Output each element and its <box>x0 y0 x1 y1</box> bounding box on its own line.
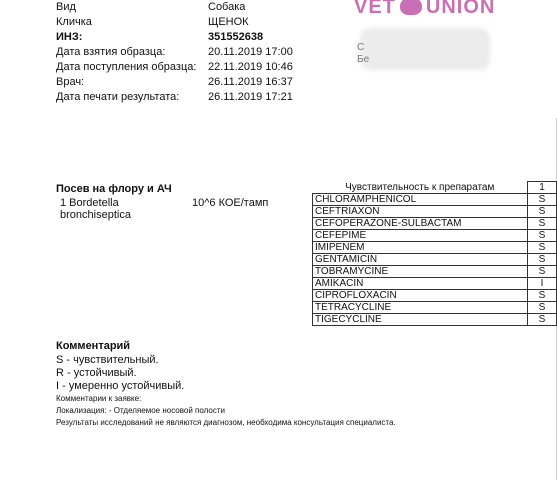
table-row <box>313 314 557 326</box>
sample-info-row <box>56 75 308 90</box>
sample-info-row <box>56 60 308 75</box>
table-row <box>313 194 557 206</box>
field-label: ИНЗ: <box>56 31 83 43</box>
field-value: 26.11.2019 17:21 <box>208 91 293 103</box>
redacted-address <box>360 28 490 70</box>
field-label: Дата взятия образца: <box>56 46 166 58</box>
culture-title: Посев на флору и АЧ <box>56 183 172 195</box>
address-fragment: Бе <box>357 54 370 65</box>
legend-item: I - умеренно устойчивый. <box>56 380 185 392</box>
cfu-count <box>192 197 268 221</box>
table-row <box>313 302 557 314</box>
clinic-logo <box>354 0 495 19</box>
drug-name: TETRACYCLINE <box>313 302 528 314</box>
address-fragment: C <box>357 42 365 53</box>
sample-info <box>56 0 308 105</box>
sensitivity-result: S <box>528 242 557 254</box>
sensitivity-result: S <box>528 218 557 230</box>
field-value: 351552638 <box>208 31 264 43</box>
table-row <box>313 254 557 266</box>
field-label: Дата печати результата: <box>56 91 180 103</box>
sensitivity-result: S <box>528 302 557 314</box>
cfu-base: 10^6 <box>192 197 216 209</box>
sensitivity-header-row <box>313 182 557 194</box>
field-value: 22.11.2019 10:46 <box>208 61 293 73</box>
drug-name: AMIKACIN <box>313 278 528 290</box>
sample-info-row <box>56 15 308 30</box>
drug-name: CEFOPERAZONE-SULBACTAM <box>313 218 528 230</box>
field-label: Дата поступления образца: <box>56 61 197 73</box>
sample-info-row <box>56 45 308 60</box>
sensitivity-result: S <box>528 206 557 218</box>
sample-info-row <box>56 90 308 105</box>
table-row <box>313 206 557 218</box>
field-value: Собака <box>208 1 246 13</box>
sensitivity-column-header: 1 <box>528 182 557 194</box>
drug-name: IMIPENEM <box>313 242 528 254</box>
field-value: 26.11.2019 16:37 <box>208 76 293 88</box>
sensitivity-result: I <box>528 278 557 290</box>
drug-name: GENTAMICIN <box>313 254 528 266</box>
field-value: 20.11.2019 17:00 <box>208 46 293 58</box>
logo-text-left: VET <box>354 0 396 18</box>
sensitivity-result: S <box>528 290 557 302</box>
field-label: Вид <box>56 1 76 13</box>
sensitivity-result: S <box>528 254 557 266</box>
sensitivity-table <box>312 181 557 326</box>
cfu-unit: КОЕ/тамп <box>218 197 269 209</box>
table-row <box>313 290 557 302</box>
sensitivity-result: S <box>528 266 557 278</box>
culture-result <box>60 197 268 221</box>
table-row <box>313 266 557 278</box>
note-line: Комментарии к заявке: <box>56 394 142 403</box>
legend-item: S - чувствительный. <box>56 354 159 366</box>
logo-text-right: UNION <box>425 0 496 18</box>
sample-info-row <box>56 0 308 15</box>
paw-icon <box>400 0 422 15</box>
note-line: Локализация: - Отделяемое носовой полости <box>56 406 225 415</box>
organism-name: 1 Bordetella bronchiseptica <box>60 197 131 221</box>
drug-name: CHLORAMPHENICOL <box>313 194 528 206</box>
sensitivity-header: Чувствительность к препаратам <box>313 182 528 194</box>
drug-name: CIPROFLOXACIN <box>313 290 528 302</box>
note-line: Результаты исследований не являются диагнозом, необходима консультация специалиста. <box>56 418 396 427</box>
field-value: ЩЕНОК <box>208 16 249 28</box>
sample-info-row <box>56 30 308 45</box>
drug-name: TIGECYCLINE <box>313 314 528 326</box>
sensitivity-result: S <box>528 194 557 206</box>
sensitivity-result: S <box>528 314 557 326</box>
drug-name: CEFEPIME <box>313 230 528 242</box>
field-label: Врач: <box>56 76 85 88</box>
field-label: Кличка <box>56 16 92 28</box>
table-row <box>313 218 557 230</box>
comments-title: Комментарий <box>56 340 131 352</box>
report-notes <box>56 393 396 429</box>
table-row <box>313 230 557 242</box>
table-row <box>313 242 557 254</box>
sensitivity-result: S <box>528 230 557 242</box>
sensitivity-legend <box>56 354 184 393</box>
legend-item: R - устойчивый. <box>56 367 137 379</box>
drug-name: TOBRAMYCINE <box>313 266 528 278</box>
table-row <box>313 278 557 290</box>
drug-name: CEFTRIAXON <box>313 206 528 218</box>
